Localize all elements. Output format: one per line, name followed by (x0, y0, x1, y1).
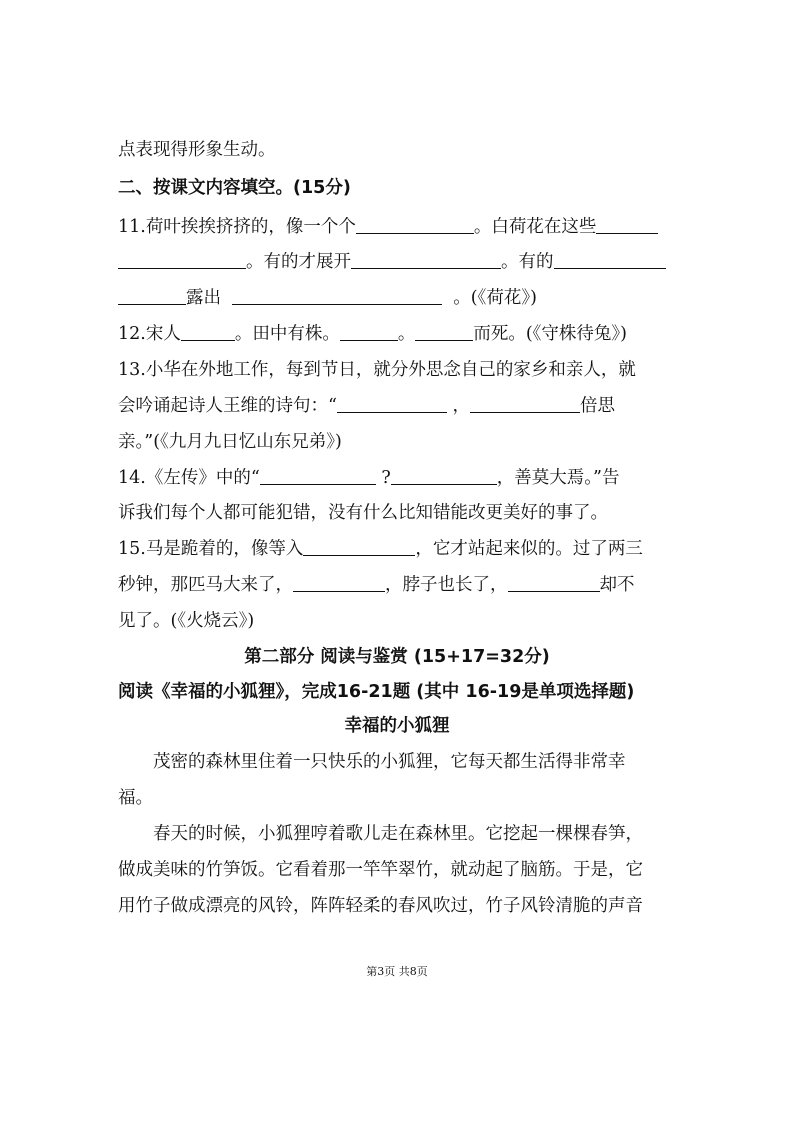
answer-blank[interactable] (508, 573, 600, 592)
answer-blank[interactable] (554, 250, 666, 269)
question-13: 会吟诵起诗人王维的诗句：“ ， 倍思 (118, 396, 616, 416)
answer-blank[interactable] (596, 215, 658, 234)
question-12: 12.宋人 。田中有株。 。 而死。(《守株待兔》) (118, 324, 627, 344)
question-14: 诉我们每个人都可能犯错，没有什么比知错能改更美好的事了。 (118, 503, 608, 523)
part-heading: 第二部分 阅读与鉴赏 (15+17=32分) (244, 647, 550, 667)
paragraph-line: 茂密的森林里住着一只快乐的小狐狸，它每天都生活得非常幸 (153, 752, 626, 772)
answer-blank[interactable] (303, 537, 415, 556)
section-heading: 二、按课文内容填空。(15分) (118, 178, 351, 198)
answer-blank[interactable] (415, 322, 473, 341)
answer-blank[interactable] (470, 394, 580, 413)
question-11: 露出 。(《荷花》) (118, 286, 537, 310)
paragraph-line: 用竹子做成漂亮的风铃，阵阵轻柔的春风吹过，竹子风铃清脆的声音 (118, 896, 643, 916)
answer-blank[interactable] (181, 322, 235, 341)
text-line: 点表现得形象生动。 (118, 140, 276, 160)
question-15: 15.马是跪着的，像等入 ，它才站起来似的。过了两三 (118, 539, 643, 559)
paragraph-line: 春天的时候，小狐狸哼着歌儿走在森林里。它挖起一棵棵春笋， (153, 824, 643, 844)
answer-blank[interactable] (293, 573, 385, 592)
answer-blank[interactable] (260, 466, 376, 485)
question-15: 见了。(《火烧云》) (118, 611, 255, 631)
question-15: 秒钟，那匹马大来了， ，脖子也长了， 却不 (118, 575, 635, 595)
answer-blank[interactable] (118, 286, 186, 305)
question-11: 11.荷叶挨挨挤挤的，像一个个 。白荷花在这些 (118, 215, 658, 239)
story-title: 幸福的小狐狸 (344, 716, 450, 736)
answer-blank[interactable] (118, 250, 246, 269)
reading-instruction: 阅读《幸福的小狐狸》，完成16-21题 (其中 16-19是单项选择题) (118, 682, 635, 702)
answer-blank[interactable] (391, 466, 497, 485)
page-footer: 第3页 共8页 (366, 965, 428, 978)
paragraph-line: 做成美味的竹笋饭。它看着那一竿竿翠竹，就动起了脑筋。于是，它 (118, 860, 643, 880)
answer-blank[interactable] (340, 322, 398, 341)
question-13: 13.小华在外地工作，每到节日，就分外思念自己的家乡和亲人，就 (118, 360, 636, 380)
question-14: 14.《左传》中的“ ? ，善莫大焉。”告 (118, 468, 620, 488)
answer-blank[interactable] (351, 250, 501, 269)
question-13: 亲。”(《九月九日忆山东兄弟》) (118, 432, 342, 452)
answer-blank[interactable] (356, 215, 474, 234)
answer-blank[interactable] (337, 394, 447, 413)
question-11: 。有的才展开 。有的 (118, 250, 666, 274)
answer-blank[interactable] (232, 286, 442, 305)
paragraph-line: 福。 (118, 788, 153, 808)
